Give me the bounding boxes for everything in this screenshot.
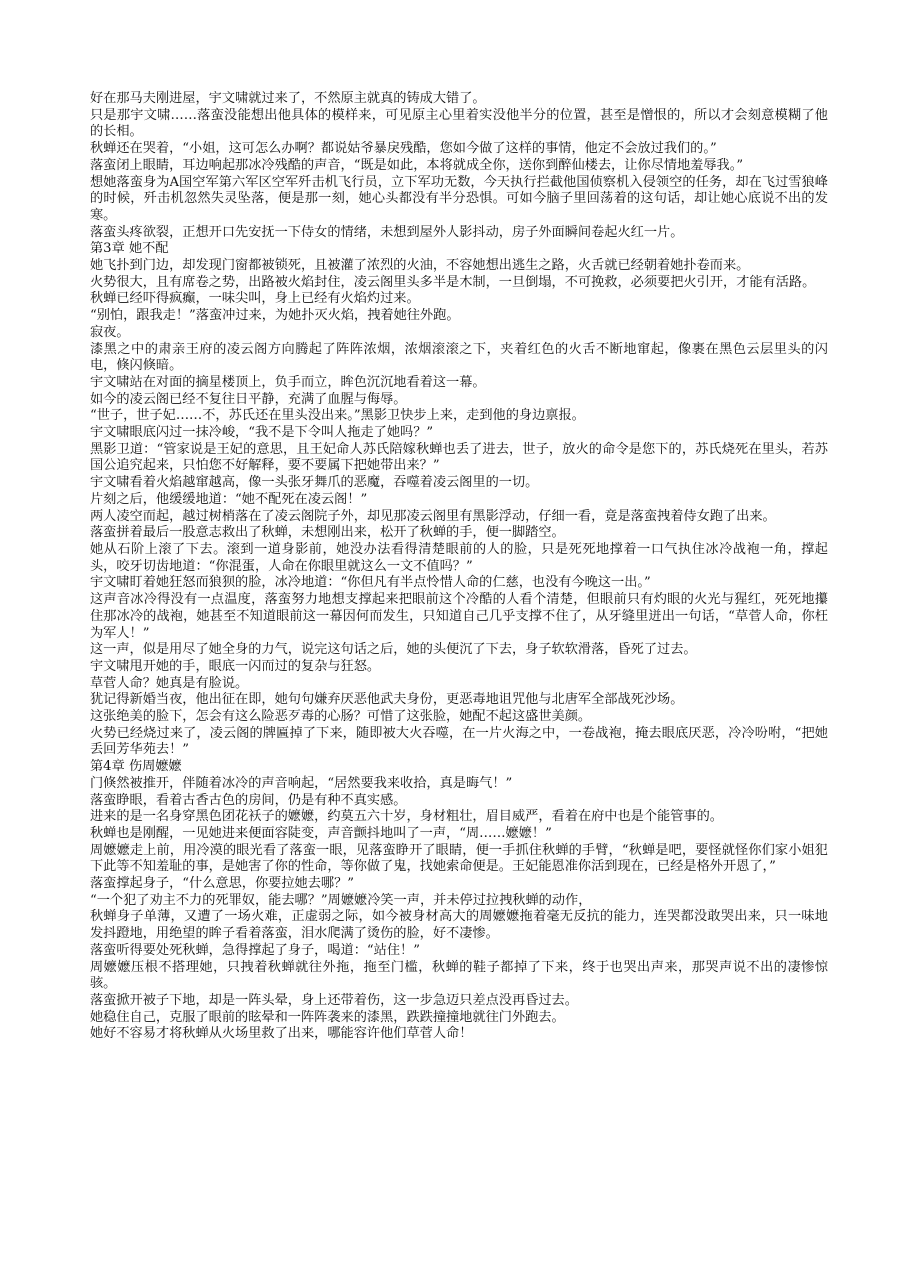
paragraph: 两人凌空而起，越过树梢落在了凌云阁院子外，却见那凌云阁里有黑影浮动，仔细一看，竟是落蛮拽着侍女跑了出来。 xyxy=(90,508,776,524)
paragraph: 秋蝉也是刚醒，一见她进来便面容陡变，声音颤抖地叫了一声，“周……嬷嬷！” xyxy=(90,825,552,841)
paragraph: “一个犯了劝主不力的死罪奴，能去哪？”周嬷嬷冷笑一声，并未停过拉拽秋蝉的动作， xyxy=(90,892,592,908)
paragraph: 落蛮睁眼，看着古香古色的房间，仍是有种不真实感。 xyxy=(90,792,407,808)
paragraph: 落蛮听得要处死秋蝉，急得撑起了身子，喝道：“站住！” xyxy=(90,942,420,958)
paragraph: 落蛮闭上眼睛，耳边响起那冰冷残酷的声音，“既是如此，本将就成全你，送你到醉仙楼去，让你尽情地羞辱我。” xyxy=(90,157,744,173)
paragraph: 秋蝉身子单薄，又遭了一场火难，正虚弱之际，如今被身材高大的周嬷嬷拖着毫无反抗的能力，连哭都没敢哭出来，只一味地发抖蹬地，用绝望的眸子看着落蛮，泪水爬满了烫伤的脸，好不凄惨。 xyxy=(90,909,828,942)
paragraph: 如今的凌云阁已经不复往日平静，充满了血腥与侮辱。 xyxy=(90,391,407,407)
paragraph: 她稳住自己，克服了眼前的眩晕和一阵阵袭来的漆黑，跌跌撞撞地就往门外跑去。 xyxy=(90,1009,565,1025)
paragraph: 落蛮拼着最后一股意志救出了秋蝉，未想刚出来，松开了秋蝉的手，便一脚踏空。 xyxy=(90,525,565,541)
paragraph: 火势很大，且有席卷之势，出路被火焰封住，凌云阁里头多半是木制，一旦倒塌，不可挽救，必须要把火引开，才能有活路。 xyxy=(90,274,816,290)
paragraph: 宇文啸眼底闪过一抹冷峻，“我不是下令叫人拖走了她吗？” xyxy=(90,425,434,441)
paragraph: 草菅人命？她真是有脸说。 xyxy=(90,675,249,691)
paragraph: 秋蝉已经吓得疯癫，一味尖叫，身上已经有火焰灼过来。 xyxy=(90,291,420,307)
paragraph: 火势已经烧过来了，凌云阁的牌匾掉了下来，随即被大火吞噬，在一片火海之中，一卷战袍，掩去眼底厌恶，冷冷吩咐，“把她丢回芳华苑去！” xyxy=(90,725,828,758)
paragraph: “别怕，跟我走！”落蛮冲过来，为她扑灭火焰，拽着她往外跑。 xyxy=(90,308,460,324)
paragraph: 秋蝉还在哭着，“小姐，这可怎么办啊？都说姑爷暴戾残酷，您如今做了这样的事情，他定不会放过我们的。” xyxy=(90,141,717,157)
paragraph: 她好不容易才将秋蝉从火场里救了出来，哪能容许他们草菅人命！ xyxy=(90,1026,473,1042)
paragraph: “世子，世子妃……不，苏氏还在里头没出来。”黑影卫快步上来，走到他的身边禀报。 xyxy=(90,408,585,424)
paragraph: 宇文啸盯着她狂怒而狼狈的脸，冰冷地道：“你但凡有半点怜惜人命的仁慈，也没有今晚这一出。” xyxy=(90,575,651,591)
paragraph: 进来的是一名身穿黑色团花袄子的嬷嬷，约莫五六十岁，身材粗壮，眉目威严，看着在府中也是个能管事的。 xyxy=(90,809,723,825)
paragraph: 想她落蛮身为A国空军第六军区空军歼击机飞行员，立下军功无数，今天执行拦截他国侦察机入侵领空的任务，却在飞过雪狼峰的时候，歼击机忽然失灵坠落，便是那一刻，她心头都没有半分恐惧。可如今脑子里回荡着的这句话，却让她心底说不出的发寒。 xyxy=(90,174,828,223)
paragraph: 落蛮撑起身子，“什么意思，你要拉她去哪？” xyxy=(90,876,355,892)
paragraph: 落蛮掀开被子下地，却是一阵头晕，身上还带着伤，这一步急迈只差点没再昏过去。 xyxy=(90,992,578,1008)
paragraph: 好在那马夫刚进屋，宇文啸就过来了，不然原主就真的铸成大错了。 xyxy=(90,91,486,106)
paragraph: 她飞扑到门边，却发现门窗都被锁死，且被灌了浓烈的火油，不容她想出逃生之路，火舌就已经朝着她扑卷而来。 xyxy=(90,258,750,274)
paragraph: 这张绝美的脸下，怎会有这么险恶歹毒的心肠？可惜了这张脸，她配不起这盛世美颜。 xyxy=(90,709,592,725)
paragraph: 周嬷嬷压根不搭理她，只拽着秋蝉就往外拖，拖至门槛，秋蝉的鞋子都掉了下来，终于也哭出声来，那哭声说不出的凄惨惊骇。 xyxy=(90,959,828,992)
paragraph: 她从石阶上滚了下去。滚到一道身影前，她没办法看得清楚眼前的人的脸，只是死死地撑着一口气执住冰冷战袍一角，撑起头，咬牙切齿地道：“你混蛋，人命在你眼里就这么一文不值吗？” xyxy=(90,541,828,574)
paragraph: 宇文啸甩开她的手，眼底一闪而过的复杂与狂怒。 xyxy=(90,658,381,674)
paragraph: 片刻之后，他缓缓地道：“她不配死在凌云阁！” xyxy=(90,491,368,507)
chapter-heading: 第4章 伤周嬷嬷 xyxy=(90,759,182,775)
paragraph: 这声音冰冷得没有一点温度，落蛮努力地想支撑起来把眼前这个冷酷的人看个清楚，但眼前只有灼眼的火光与猩红，死死地攥住那冰冷的战袍，她甚至不知道眼前这一幕因何而发生，只知道自己几乎支撑不住了，从牙缝里迸出一句话，“草菅人命，你枉为军人！” xyxy=(90,592,828,641)
paragraph: 寂夜。 xyxy=(90,324,130,340)
document-body xyxy=(90,91,828,1043)
paragraph: 只是那宇文啸……落蛮没能想出他具体的模样来，可见原主心里着实没他半分的位置，甚至是憎恨的，所以才会刻意模糊了他的长相。 xyxy=(90,107,828,140)
paragraph: 门倏然被推开，伴随着冰冷的声音响起，“居然要我来收拾，真是晦气！” xyxy=(90,775,513,791)
paragraph: 犹记得新婚当夜，他出征在即，她句句嫌弃厌恶他武夫身份，更恶毒地诅咒他与北唐军全部战死沙场。 xyxy=(90,692,684,708)
paragraph: 宇文啸看着火焰越窜越高，像一头张牙舞爪的恶魔，吞噬着凌云阁里的一切。 xyxy=(90,475,539,491)
paragraph: 漆黑之中的肃亲王府的凌云阁方向腾起了阵阵浓烟，浓烟滚滚之下，夹着红色的火舌不断地窜起，像裹在黑色云层里头的闪电，倏闪倏暗。 xyxy=(90,341,828,374)
paragraph: 宇文啸站在对面的摘星楼顶上，负手而立，眸色沉沉地看着这一幕。 xyxy=(90,374,486,390)
chapter-heading: 第3章 她不配 xyxy=(90,241,169,257)
paragraph: 周嬷嬷走上前，用冷漠的眼光看了落蛮一眼，见落蛮睁开了眼睛，便一手抓住秋蝉的手臂，“秋蝉是吧，要怪就怪你们家小姐犯下此等不知羞耻的事，是她害了你的性命，等你做了鬼，找她索命便是。王妃能恩准你活到现在，已经是格外开恩了，” xyxy=(90,842,828,875)
paragraph: 落蛮头疼欲裂，正想开口先安抚一下侍女的情绪，未想到屋外人影抖动，房子外面瞬间卷起火红一片。 xyxy=(90,224,684,240)
paragraph: 这一声，似是用尽了她全身的力气，说完这句话之后，她的头便沉了下去，身子软软滑落，昏死了过去。 xyxy=(90,642,697,658)
paragraph: 黑影卫道：“管家说是王妃的意思，且王妃命人苏氏陪嫁秋蝉也丢了进去，世子，放火的命令是您下的，苏氏烧死在里头，若苏国公追究起来，只怕您不好解释，要不要属下把她带出来？” xyxy=(90,441,828,474)
